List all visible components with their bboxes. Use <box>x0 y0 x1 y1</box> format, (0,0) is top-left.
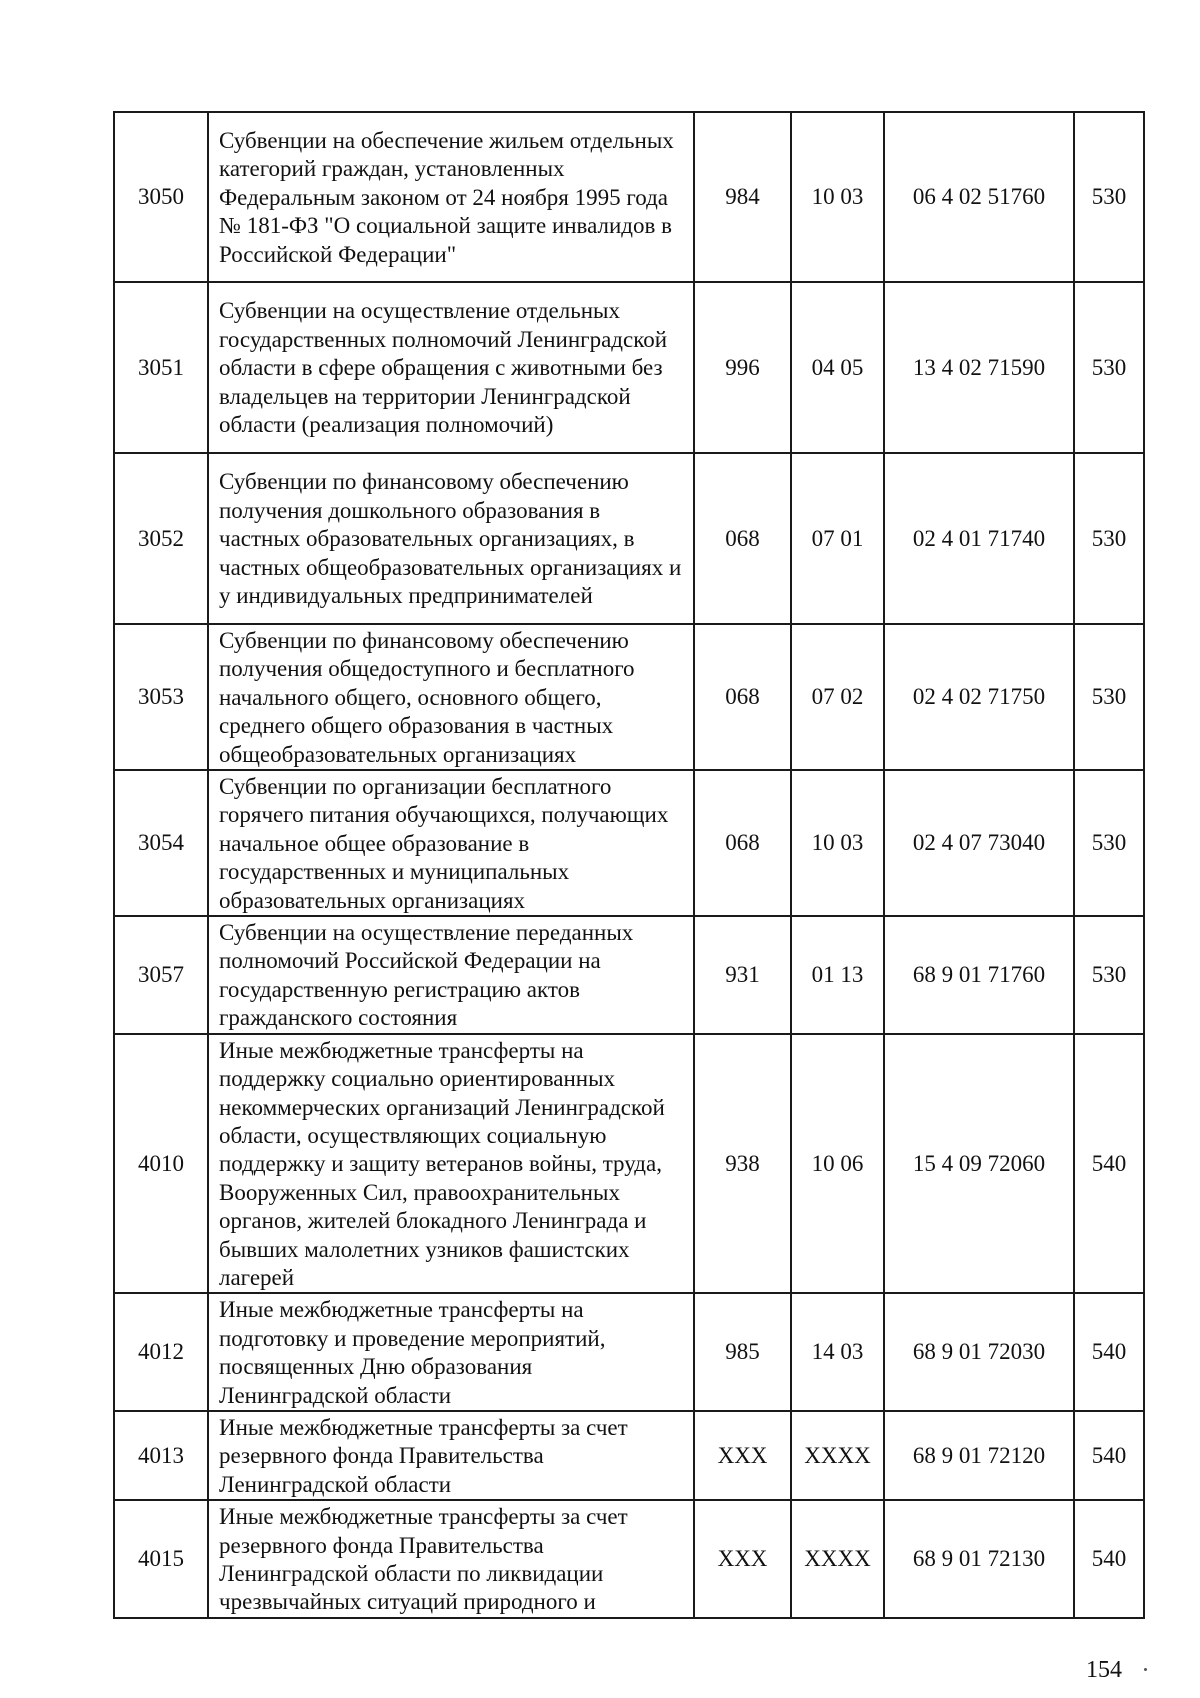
row-section-code: XXXX <box>791 1500 884 1618</box>
row-expense-type: 540 <box>1074 1034 1144 1294</box>
row-description: Субвенции по организации бесплатного горячего питания обучающихся, получающих начальное общее образование в государственных и муниципальных образовательных организациях <box>208 770 694 916</box>
row-expense-type: 530 <box>1074 282 1144 453</box>
row-target-code: 68 9 01 72130 <box>884 1500 1074 1618</box>
row-code: 3054 <box>114 770 208 916</box>
row-description: Субвенции по финансовому обеспечению получения дошкольного образования в частных образовательных организациях, в частных общеобразовательных организациях и у индивидуальных предпринимателей <box>208 453 694 624</box>
table-row <box>114 453 1144 624</box>
row-expense-type: 530 <box>1074 453 1144 624</box>
row-target-code: 15 4 09 72060 <box>884 1034 1074 1294</box>
table-row <box>114 1293 1144 1411</box>
row-ministry-code: 931 <box>694 916 791 1034</box>
row-description: Иные межбюджетные трансферты на поддержку социально ориентированных некоммерческих организаций Ленинградской области, осуществляющих социальную поддержку и защиту ветеранов войны, труда, Вооруженных Сил, правоохранительных органов, жителей блокадного Ленинграда и бывших малолетних узников фашистских лагерей <box>208 1034 694 1294</box>
page-number: 154 <box>1086 1657 1122 1683</box>
row-target-code: 13 4 02 71590 <box>884 282 1074 453</box>
row-expense-type: 540 <box>1074 1293 1144 1411</box>
row-ministry-code: 985 <box>694 1293 791 1411</box>
row-code: 3053 <box>114 624 208 770</box>
row-code: 3050 <box>114 112 208 282</box>
row-section-code: 10 03 <box>791 770 884 916</box>
row-code: 4013 <box>114 1411 208 1500</box>
row-expense-type: 530 <box>1074 112 1144 282</box>
row-description: Субвенции на осуществление отдельных государственных полномочий Ленинградской области в сфере обращения с животными без владельцев на территории Ленинградской области (реализация полномочий) <box>208 282 694 453</box>
table-row <box>114 1034 1144 1294</box>
row-target-code: 68 9 01 72120 <box>884 1411 1074 1500</box>
row-section-code: 14 03 <box>791 1293 884 1411</box>
row-ministry-code: 068 <box>694 453 791 624</box>
row-description: Субвенции на осуществление переданных полномочий Российской Федерации на государственную регистрацию актов гражданского состояния <box>208 916 694 1034</box>
row-expense-type: 530 <box>1074 916 1144 1034</box>
row-section-code: 01 13 <box>791 916 884 1034</box>
table-row <box>114 770 1144 916</box>
row-ministry-code: XXX <box>694 1411 791 1500</box>
row-target-code: 02 4 01 71740 <box>884 453 1074 624</box>
table-row <box>114 1411 1144 1500</box>
row-description: Иные межбюджетные трансферты за счет резервного фонда Правительства Ленинградской области по ликвидации чрезвычайных ситуаций природного и <box>208 1500 694 1618</box>
scan-dot-mark <box>1144 1668 1147 1671</box>
table-row <box>114 1500 1144 1618</box>
row-code: 3051 <box>114 282 208 453</box>
row-target-code: 68 9 01 71760 <box>884 916 1074 1034</box>
row-section-code: 10 03 <box>791 112 884 282</box>
row-section-code: 07 01 <box>791 453 884 624</box>
row-expense-type: 540 <box>1074 1500 1144 1618</box>
row-target-code: 06 4 02 51760 <box>884 112 1074 282</box>
table-row <box>114 282 1144 453</box>
row-code: 4015 <box>114 1500 208 1618</box>
row-description: Субвенции на обеспечение жильем отдельных категорий граждан, установленных Федеральным законом от 24 ноября 1995 года № 181-ФЗ "О социальной защите инвалидов в Российской Федерации" <box>208 112 694 282</box>
row-ministry-code: 984 <box>694 112 791 282</box>
row-code: 3057 <box>114 916 208 1034</box>
row-section-code: XXXX <box>791 1411 884 1500</box>
table-row <box>114 112 1144 282</box>
row-expense-type: 530 <box>1074 624 1144 770</box>
row-ministry-code: 068 <box>694 624 791 770</box>
table-row <box>114 624 1144 770</box>
row-ministry-code: XXX <box>694 1500 791 1618</box>
budget-table <box>113 111 1145 1619</box>
row-section-code: 10 06 <box>791 1034 884 1294</box>
row-code: 3052 <box>114 453 208 624</box>
row-target-code: 68 9 01 72030 <box>884 1293 1074 1411</box>
row-target-code: 02 4 02 71750 <box>884 624 1074 770</box>
row-expense-type: 540 <box>1074 1411 1144 1500</box>
row-description: Иные межбюджетные трансферты за счет резервного фонда Правительства Ленинградской области <box>208 1411 694 1500</box>
row-section-code: 04 05 <box>791 282 884 453</box>
row-description: Субвенции по финансовому обеспечению получения общедоступного и бесплатного начального общего, основного общего, среднего общего образования в частных общеобразовательных организациях <box>208 624 694 770</box>
row-expense-type: 530 <box>1074 770 1144 916</box>
table-row <box>114 916 1144 1034</box>
row-ministry-code: 068 <box>694 770 791 916</box>
row-description: Иные межбюджетные трансферты на подготовку и проведение мероприятий, посвященных Дню образования Ленинградской области <box>208 1293 694 1411</box>
row-ministry-code: 996 <box>694 282 791 453</box>
row-code: 4012 <box>114 1293 208 1411</box>
row-code: 4010 <box>114 1034 208 1294</box>
row-ministry-code: 938 <box>694 1034 791 1294</box>
row-section-code: 07 02 <box>791 624 884 770</box>
row-target-code: 02 4 07 73040 <box>884 770 1074 916</box>
